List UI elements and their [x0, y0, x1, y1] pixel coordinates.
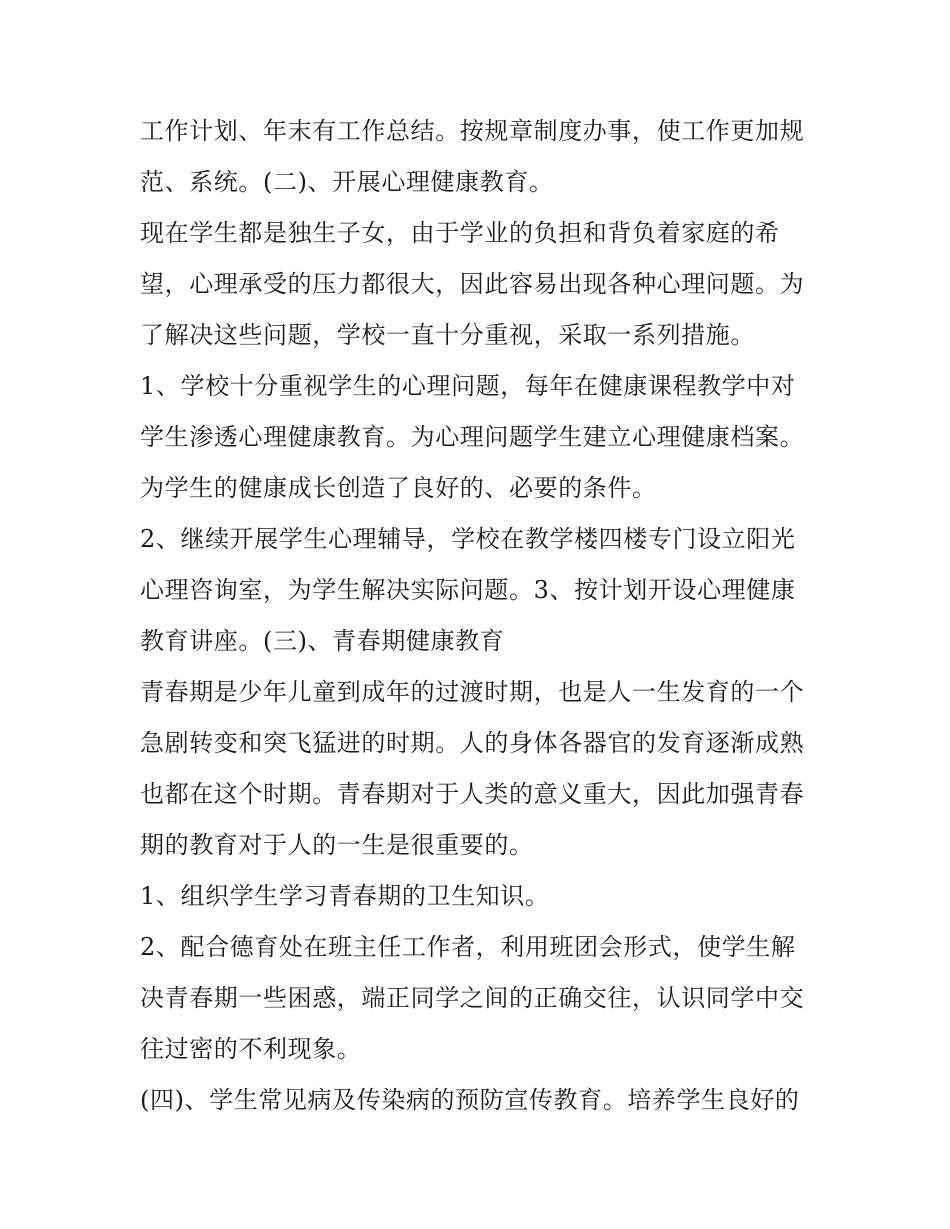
text-line: 为学生的健康成长创造了良好的、必要的条件。	[140, 474, 657, 502]
text-line: 决青春期一些困惑，端正同学之间的正确交往，认识同学中交	[140, 984, 805, 1012]
text-line: 急剧转变和突飞猛进的时期。人的身体各器官的发育逐渐成熟	[140, 729, 805, 757]
text-line: 学生渗透心理健康教育。为心理问题学生建立心理健康档案。	[140, 423, 805, 451]
text-line: 1、组织学生学习青春期的卫生知识。	[140, 882, 550, 910]
text-line: 工作计划、年末有工作总结。按规章制度办事，使工作更加规	[140, 117, 805, 145]
text-line: 1、学校十分重视学生的心理问题，每年在健康课程教学中对	[140, 372, 796, 400]
text-line: 青春期是少年儿童到成年的过渡时期，也是人一生发育的一个	[140, 678, 805, 706]
text-line: 往过密的不利现象。	[140, 1035, 362, 1063]
text-line: 范、系统。(二)、开展心理健康教育。	[140, 168, 554, 196]
text-line: 教育讲座。(三)、青春期健康教育	[140, 627, 505, 655]
text-line: 2、继续开展学生心理辅导，学校在教学楼四楼专门设立阳光	[140, 525, 796, 553]
text-line: (四)、学生常见病及传染病的预防宣传教育。培养学生良好的	[140, 1086, 800, 1114]
document-body	[140, 106, 820, 1126]
text-line: 现在学生都是独生子女，由于学业的负担和背负着家庭的希	[140, 219, 780, 247]
text-line: 2、配合德育处在班主任工作者，利用班团会形式，使学生解	[140, 933, 796, 961]
text-line: 望，心理承受的压力都很大，因此容易出现各种心理问题。为	[140, 270, 805, 298]
text-line: 也都在这个时期。青春期对于人类的意义重大，因此加强青春	[140, 780, 805, 808]
text-line: 期的教育对于人的一生是很重要的。	[140, 831, 534, 859]
text-line: 了解决这些问题，学校一直十分重视，采取一系列措施。	[140, 321, 755, 349]
text-line: 心理咨询室，为学生解决实际问题。3、按计划开设心理健康	[140, 576, 796, 604]
